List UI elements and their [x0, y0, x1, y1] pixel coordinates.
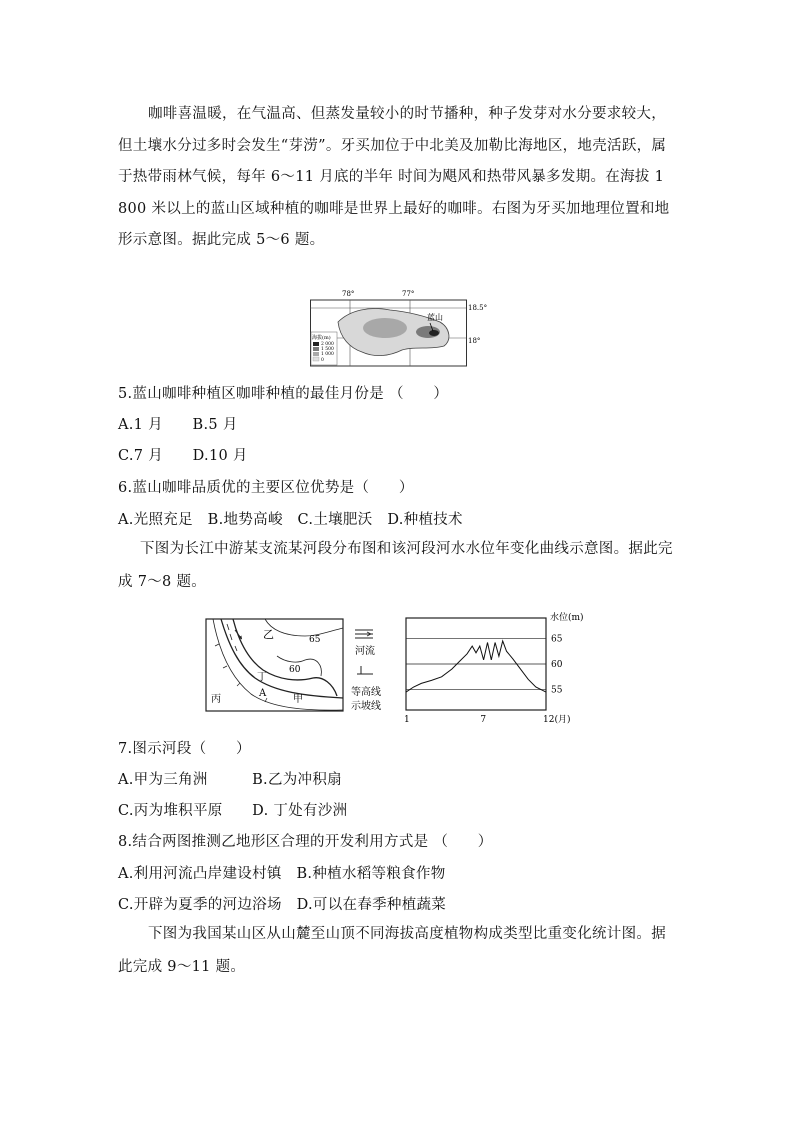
- ytick-label-60: 60: [551, 660, 563, 670]
- water-level-series-line: [406, 641, 546, 692]
- contour-label-60: 60: [289, 665, 301, 675]
- water-level-chart: [396, 606, 586, 726]
- legend-river-label: 河流: [355, 646, 375, 657]
- legend-item-1000: 1 000: [321, 352, 334, 357]
- label-a: A: [259, 688, 267, 699]
- river-map-figure: [205, 616, 395, 716]
- q7-stem: 7.图示河段（ ）: [118, 741, 251, 757]
- intro-paragraph-coffee: 咖啡喜温暖，在气温高、但蒸发量较小的时节播种，种子发芽对水分要求较大，但土壤水分过多时会发生“芽涝”。牙买加位于中北美及加勒比海地区，地壳活跃，属于热带雨林气候，每年 6～11 月底的半年 时间为飓风和热带风暴多发期。在海拔 1 800 米以上的蓝山区域种植的咖啡是世界上最好的咖啡。右图为牙买加地理位置和地形示意图。据此完成 5～6 题。: [118, 106, 670, 248]
- xtick-label-0: 1: [404, 715, 410, 725]
- xtick-label-1: 7: [480, 715, 487, 725]
- label-ding: 丁: [257, 672, 267, 683]
- ytick-label-55: 55: [551, 685, 563, 696]
- label-jia: 甲: [293, 694, 303, 705]
- q6-stem: 6.蓝山咖啡品质优的主要区位优势是（ ）: [118, 480, 414, 496]
- q5-options-ab: A.1 月 B.5 月: [118, 417, 238, 433]
- q7-options-cd: C.丙为堆积平原 D. 丁处有沙洲: [118, 803, 348, 819]
- intro-paragraph-mountain: 下图为我国某山区从山麓至山顶不同海拔高度植物构成类型比重变化统计图。据此完成 9～11 题。: [118, 926, 666, 975]
- legend-contour-label: 等高线: [351, 687, 381, 698]
- label-yi: 乙: [263, 628, 274, 641]
- lon-label-77: 77°: [402, 290, 415, 298]
- intro-paragraph-river: 下图为长江中游某支流某河段分布图和该河段河水水位年变化曲线示意图。据此完成 7～8 题。: [118, 541, 673, 590]
- lat-label-18: 18°: [468, 337, 481, 345]
- q6-options: A.光照充足 B.地势高峻 C.土壤肥沃 D.种植技术: [118, 512, 463, 528]
- xtick-label-2: 12(月): [543, 715, 571, 725]
- lon-label-78: 78°: [342, 290, 355, 298]
- legend-item-2000: 2 000: [321, 342, 334, 347]
- legend-title-elevation: 海拔(m): [312, 335, 331, 341]
- q8-options-cd: C.开辟为夏季的河边浴场 D.可以在春季种植蔬菜: [118, 897, 447, 913]
- legend-item-0: 0: [321, 358, 324, 363]
- chart-ylabel: 水位(m): [550, 613, 584, 623]
- legend-item-1500: 1 500: [321, 347, 334, 352]
- legend-slope-label: 示坡线: [351, 701, 381, 712]
- jamaica-map-figure: [310, 288, 510, 368]
- q8-options-ab: A.利用河流凸岸建设村镇 B.种植水稻等粮食作物: [118, 866, 446, 882]
- legend-contour-symbol: [357, 666, 373, 674]
- q7-options-ab: A.甲为三角洲 B.乙为冲积扇: [118, 772, 342, 788]
- q5-options-cd: C.7 月 D.10 月: [118, 448, 248, 464]
- ytick-label-65: 65: [551, 634, 563, 645]
- q8-stem: 8.结合两图推测乙地形区合理的开发利用方式是 （ ）: [118, 834, 493, 850]
- q5-stem: 5.蓝山咖啡种植区咖啡种植的最佳月份是 （ ）: [118, 386, 449, 402]
- place-label-blue-mountain: 蓝山: [427, 313, 443, 322]
- contour-label-65: 65: [309, 635, 321, 645]
- label-bing: 丙: [211, 694, 221, 705]
- lat-label-185: 18.5°: [468, 304, 488, 312]
